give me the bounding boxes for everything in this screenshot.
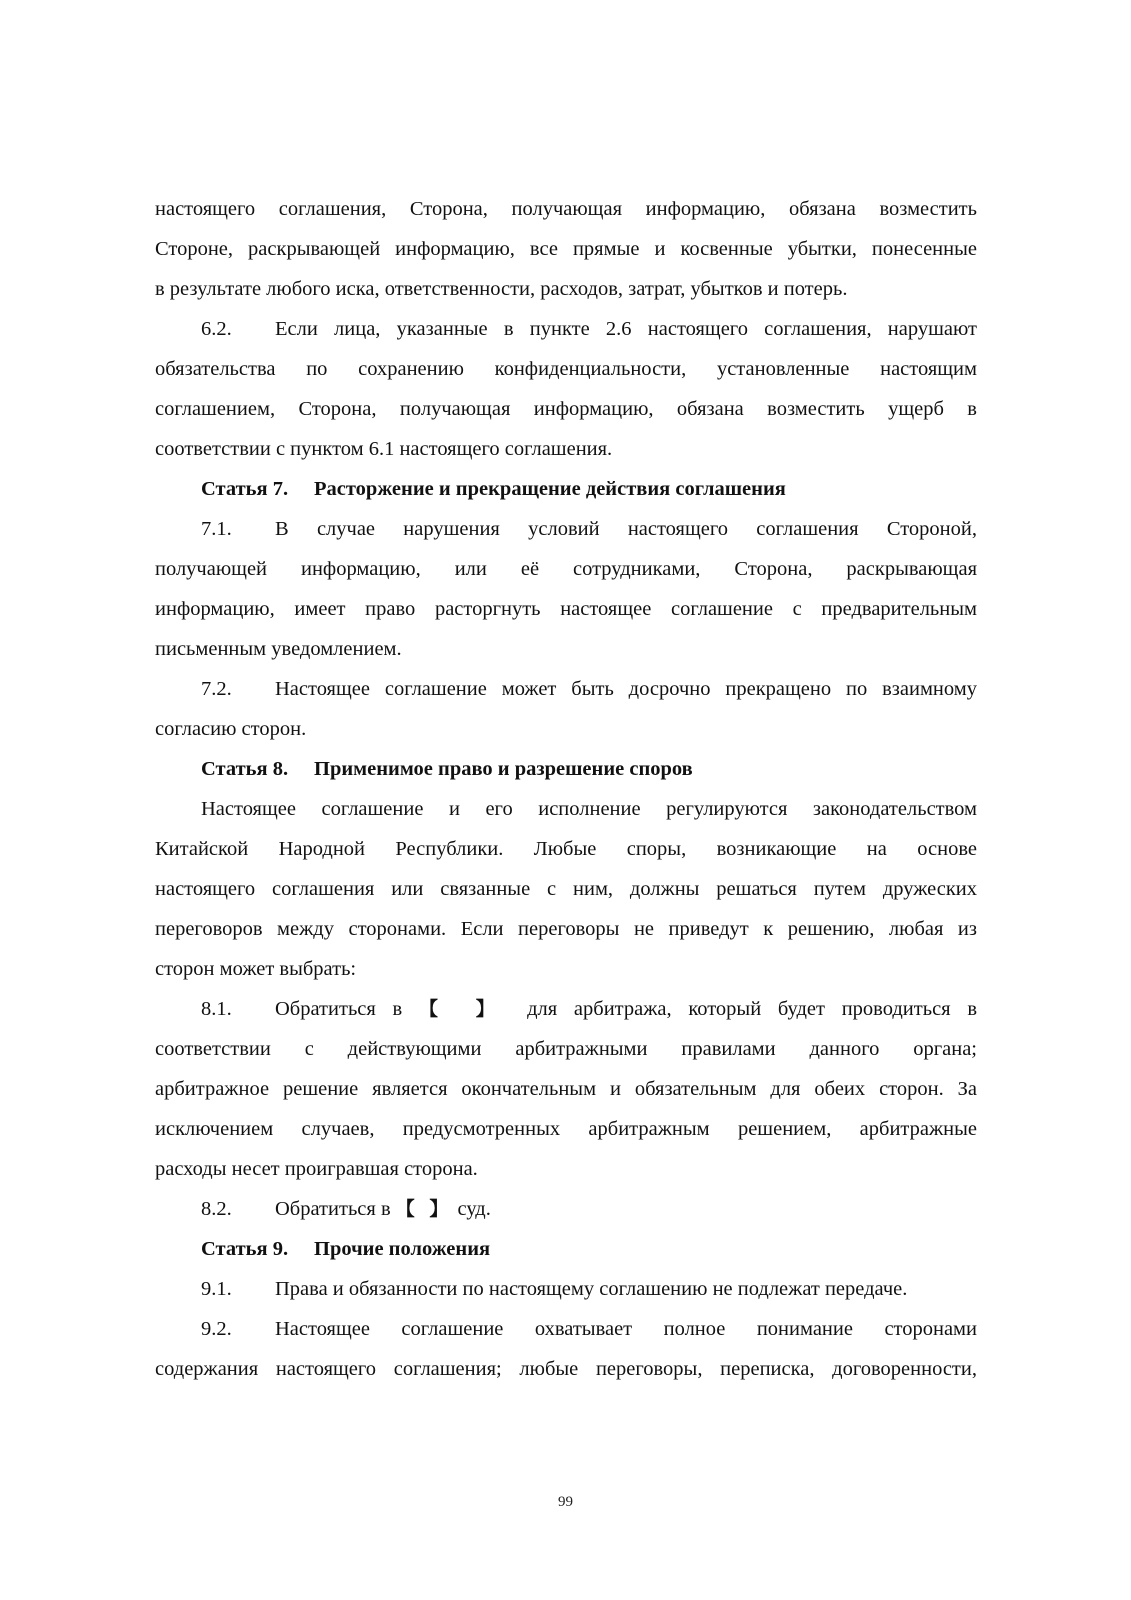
- text-line: соглашением, Сторона, получающая информацию, обязана возместить ущерб в: [155, 398, 977, 420]
- clause-text: Обратиться в: [275, 998, 403, 1020]
- clause-number: 8.2.: [201, 1198, 232, 1220]
- text-line: согласию сторон.: [155, 718, 307, 740]
- clause-text: В случае нарушения условий настоящего соглашения Стороной,: [275, 518, 977, 540]
- clause-text: Обратиться в: [275, 1198, 391, 1220]
- clause-9-1: [155, 1269, 977, 1309]
- article-number: Статья 7.: [201, 478, 289, 500]
- text-line: Настоящее соглашение и его исполнение регулируются законодательством: [201, 798, 977, 820]
- article-9-heading: [155, 1229, 977, 1269]
- clause-8-1: [155, 989, 977, 1029]
- clause-text: суд.: [457, 1198, 491, 1220]
- text-line: письменным уведомлением.: [155, 638, 402, 660]
- text-line: Китайской Народной Республики. Любые споры, возникающие на основе: [155, 838, 977, 860]
- blank-bracket: 【 】: [395, 1198, 453, 1220]
- text-line: расходы несет проигравшая сторона.: [155, 1158, 478, 1180]
- clause-number: 8.1.: [201, 998, 232, 1020]
- text-line: настоящего соглашения или связанные с ним, должны решаться путем дружеских: [155, 878, 977, 900]
- article-8-heading: [155, 749, 977, 789]
- article-title: Применимое право и разрешение споров: [314, 758, 693, 780]
- clause-8-2: [155, 1189, 977, 1229]
- text-line: обязательства по сохранению конфиденциальности, установленные настоящим: [155, 358, 977, 380]
- text-line: соответствии с действующими арбитражными правилами данного органа;: [155, 1038, 977, 1060]
- clause-text: Если лица, указанные в пункте 2.6 настоящего соглашения, нарушают: [275, 318, 977, 340]
- clause-7-2: [155, 669, 977, 709]
- clause-7-1: [155, 509, 977, 549]
- article-7-heading: [155, 469, 977, 509]
- text-line: переговоров между сторонами. Если переговоры не приведут к решению, любая из: [155, 918, 977, 940]
- clause-number: 9.1.: [201, 1278, 232, 1300]
- clause-text: Настоящее соглашение может быть досрочно прекращено по взаимному: [275, 678, 977, 700]
- blank-bracket: 【 】: [418, 998, 511, 1020]
- clause-number: 7.1.: [201, 518, 232, 540]
- clause-text: для арбитража, который будет проводиться в: [527, 998, 977, 1020]
- text-line: исключением случаев, предусмотренных арбитражным решением, арбитражные: [155, 1118, 977, 1140]
- text-line: в результате любого иска, ответственности, расходов, затрат, убытков и потерь.: [155, 278, 848, 300]
- clause-number: 9.2.: [201, 1318, 232, 1340]
- page-number: 99: [558, 1494, 573, 1510]
- article-number: Статья 8.: [201, 758, 289, 780]
- clause-text: Права и обязанности по настоящему соглашению не подлежат передаче.: [275, 1278, 908, 1300]
- article-title: Прочие положения: [314, 1238, 491, 1260]
- article-title: Расторжение и прекращение действия соглашения: [314, 478, 786, 500]
- clause-number: 7.2.: [201, 678, 232, 700]
- text-line: получающей информацию, или её сотрудниками, Сторона, раскрывающая: [155, 558, 977, 580]
- clause-number: 6.2.: [201, 318, 232, 340]
- clause-9-2: [155, 1309, 977, 1349]
- text-line: содержания настоящего соглашения; любые переговоры, переписка, договоренности,: [155, 1358, 977, 1380]
- text-line: информацию, имеет право расторгнуть настоящее соглашение с предварительным: [155, 598, 977, 620]
- text-line: сторон может выбрать:: [155, 958, 357, 980]
- text-line: арбитражное решение является окончательным и обязательным для обеих сторон. За: [155, 1078, 977, 1100]
- clause-6-2: [155, 309, 977, 349]
- article-number: Статья 9.: [201, 1238, 289, 1260]
- text-line: настоящего соглашения, Сторона, получающая информацию, обязана возместить: [155, 198, 977, 220]
- text-line: Стороне, раскрывающей информацию, все прямые и косвенные убытки, понесенные: [155, 238, 977, 260]
- clause-text: Настоящее соглашение охватывает полное понимание сторонами: [275, 1318, 977, 1340]
- text-line: соответствии с пунктом 6.1 настоящего соглашения.: [155, 438, 613, 460]
- document-body: [155, 189, 977, 1389]
